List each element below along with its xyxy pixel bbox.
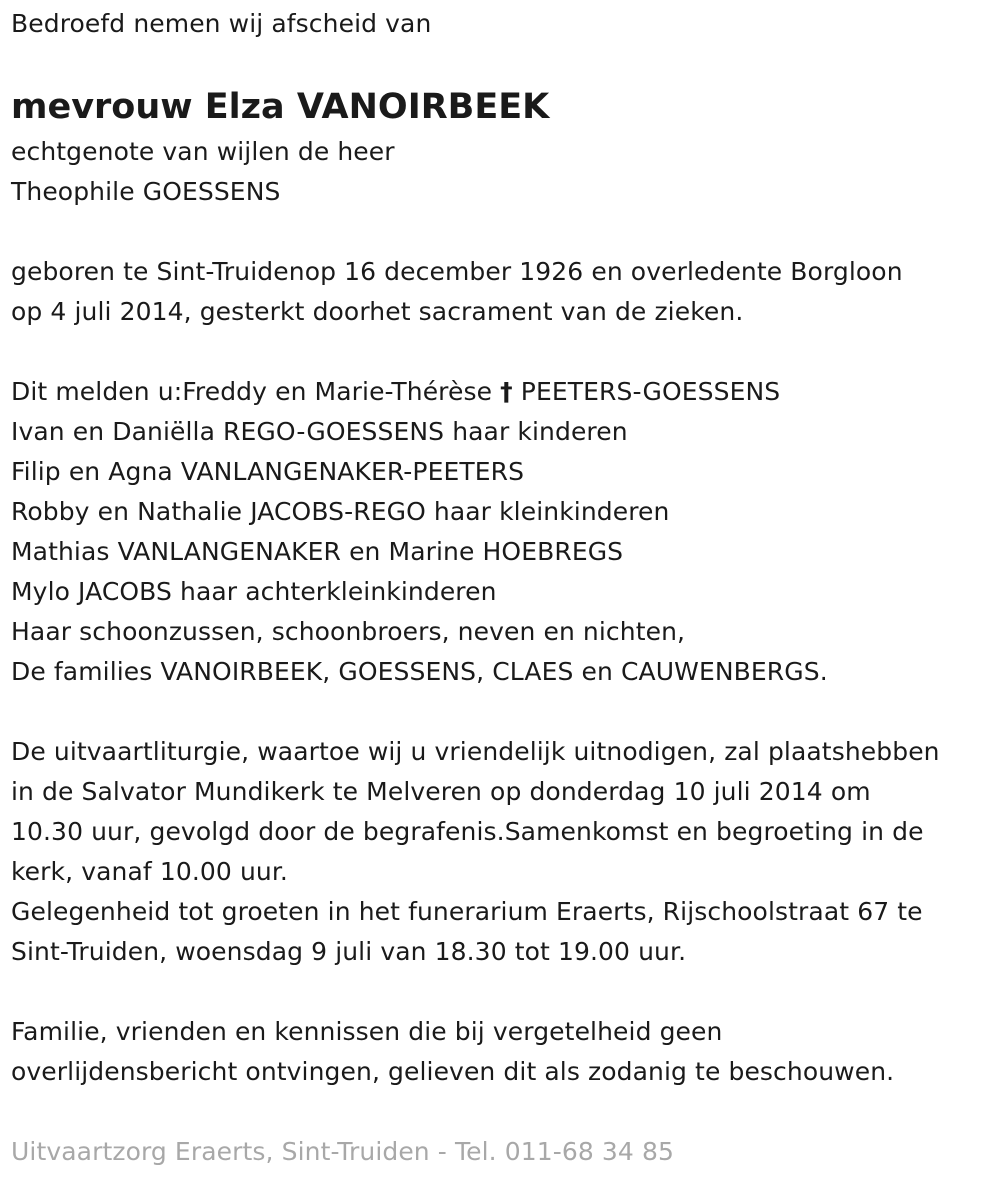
announcer-line: Ivan en Daniëlla REGO-GOESSENS haar kinderen [11, 417, 628, 446]
announcer-line-1 [11, 372, 996, 412]
announcer-line: Haar schoonzussen, schoonbroers, neven en nichten, [11, 617, 686, 646]
birth-death-line-1: geboren te Sint-Truidenop 16 december 1926 en overledente Borgloon [11, 257, 903, 286]
death-notice [11, 4, 996, 1172]
birth-death-line-2: op 4 juli 2014, gesterkt doorhet sacrament van de zieken. [11, 297, 744, 326]
spacer [11, 972, 996, 1012]
announcer-line: De families VANOIRBEEK, GOESSENS, CLAES en CAUWENBERGS. [11, 657, 828, 686]
announcer-line-1-end: PEETERS-GOESSENS [512, 377, 781, 406]
announcer-line: Filip en Agna VANLANGENAKER-PEETERS [11, 457, 525, 486]
notice-line-1: Familie, vrienden en kennissen die bij vergetelheid geen [11, 1017, 723, 1046]
announcer-line: Robby en Nathalie JACOBS-REGO haar kleinkinderen [11, 497, 670, 526]
ceremony-line: in de Salvator Mundikerk te Melveren op donderdag 10 juli 2014 om [11, 777, 871, 806]
announcer-line-1-start: Dit melden u:Freddy en Marie-Thérèse [11, 377, 501, 406]
spouse-line-1: echtgenote van wijlen de heer [11, 137, 395, 166]
announcer-line: Mathias VANLANGENAKER en Marine HOEBREGS [11, 537, 624, 566]
cross-icon: † [500, 377, 513, 406]
ceremony-line: 10.30 uur, gevolgd door de begrafenis.Samenkomst en begroeting in de [11, 817, 924, 846]
announcer-line: Mylo JACOBS haar achterkleinkinderen [11, 577, 497, 606]
ceremony-line: De uitvaartliturgie, waartoe wij u vriendelijk uitnodigen, zal plaatshebben [11, 737, 940, 766]
visitation-line: Gelegenheid tot groeten in het funerarium Eraerts, Rijschoolstraat 67 te [11, 897, 923, 926]
visitation-line: Sint-Truiden, woensdag 9 juli van 18.30 tot 19.00 uur. [11, 937, 687, 966]
intro-text: Bedroefd nemen wij afscheid van [11, 9, 432, 38]
spacer [11, 692, 996, 732]
deceased-name: mevrouw Elza VANOIRBEEK [11, 87, 550, 127]
spouse-line-2: Theophile GOESSENS [11, 177, 281, 206]
spacer [11, 1092, 996, 1132]
spacer [11, 332, 996, 372]
ceremony-line: kerk, vanaf 10.00 uur. [11, 857, 288, 886]
notice-line-2: overlijdensbericht ontvingen, gelieven dit als zodanig te beschouwen. [11, 1057, 895, 1086]
spacer [11, 212, 996, 252]
funeral-home-footer: Uitvaartzorg Eraerts, Sint-Truiden - Tel. 011-68 34 85 [11, 1137, 674, 1166]
